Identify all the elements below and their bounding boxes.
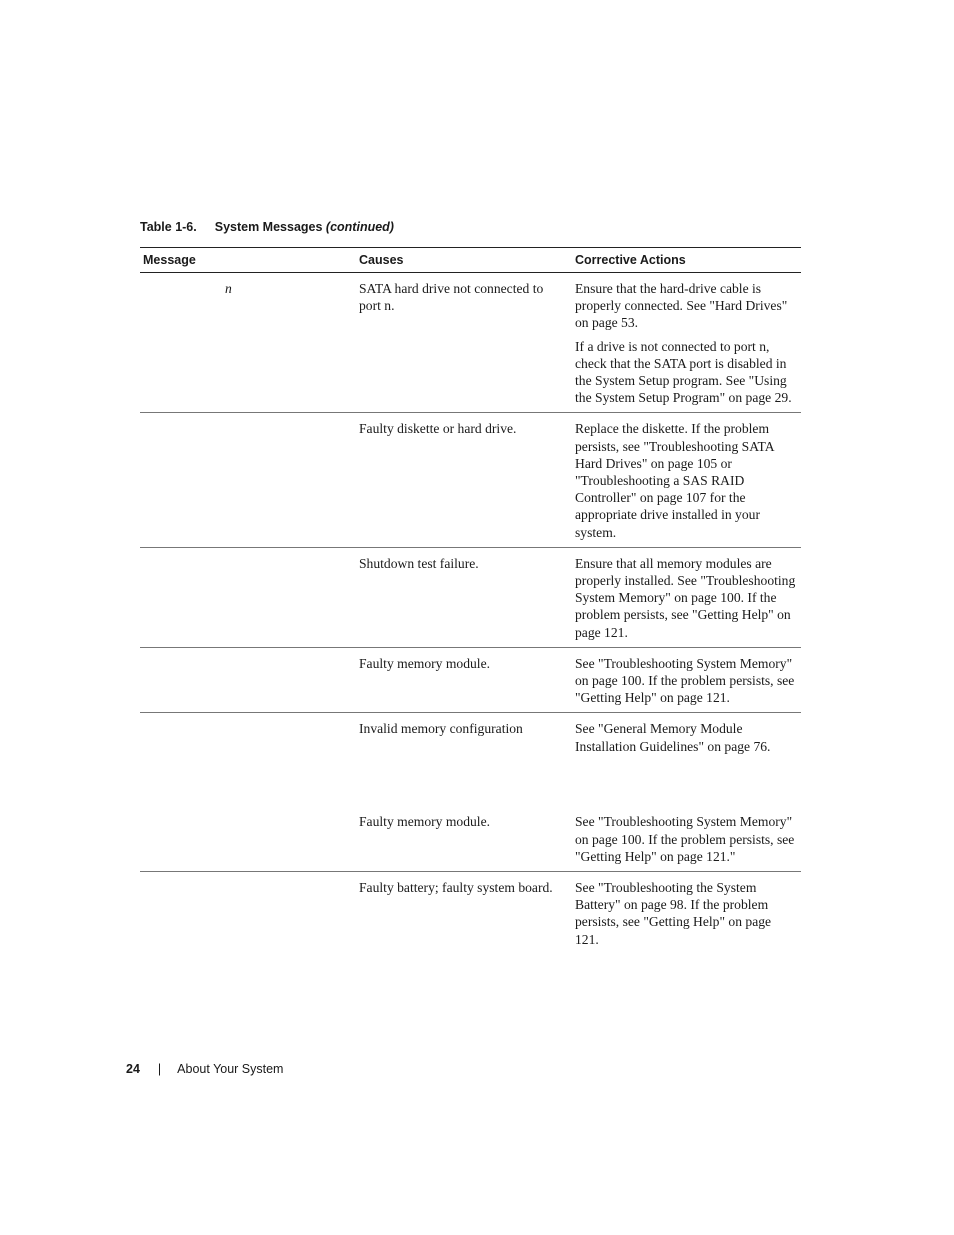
table-row [140,413,801,547]
message-cell [140,548,356,647]
table-row [140,273,801,413]
action-text: See "Troubleshooting the System Battery" on page 98. If the problem persists, see "Getting Help" on page 121. [575,880,772,947]
action-text: Ensure that the hard-drive cable is properly connected. See "Hard Drives" on page 53. [575,281,788,331]
header-message: Message [143,253,196,267]
message-cell [140,413,356,546]
page-number: 24 [126,1062,140,1076]
header-corrective-actions: Corrective Actions [575,253,686,267]
cause-cell: Faulty battery; faulty system board. [359,880,553,896]
system-messages-table [140,247,801,954]
message-cell [140,713,356,806]
cause-cell: SATA hard drive not connected to port n. [359,281,544,314]
table-header [140,248,801,273]
message-cell [140,648,356,713]
cause-cell: Shutdown test failure. [359,555,479,571]
action-cell [572,713,801,806]
action-text: See "General Memory Module Installation Guidelines" on page 76. [575,721,771,754]
footer-section-title: About Your System [177,1062,284,1076]
action-text: See "Troubleshooting System Memory" on page 100. If the problem persists, see "Getting Help" on page 121." [575,814,795,864]
message-cell [140,273,356,412]
table-row [140,713,801,806]
cause-cell: Invalid memory configuration [359,721,523,737]
action-cell [572,413,801,546]
action-text: See "Troubleshooting System Memory" on page 100. If the problem persists, see "Getting Help" on page 121. [575,655,795,706]
cause-cell: Faulty memory module. [359,814,491,830]
action-cell [572,273,801,412]
header-causes: Causes [359,253,404,267]
table-caption [140,220,394,234]
cause-cell: Faulty diskette or hard drive. [359,421,517,437]
footer-separator: | [157,1062,162,1076]
cause-cell: Faulty memory module. [359,655,491,671]
table-row [140,872,801,954]
action-text: Ensure that all memory modules are properly installed. See "Troubleshooting System Memory" on page 100. If the problem persists, see "Getting Help" on page 121. [575,555,796,640]
message-cell [140,806,356,871]
table-row [140,806,801,872]
message-port-variable: n [225,281,232,296]
message-cell [140,872,356,954]
table-continued: (continued) [325,220,394,234]
table-row [140,648,801,714]
page-footer [126,1062,283,1076]
table-row [140,548,801,648]
action-cell [572,806,801,871]
table-title: System Messages [214,220,323,234]
table-label: Table 1-6. [140,220,197,234]
action-cell [572,872,801,954]
action-cell [572,548,801,647]
action-text: Replace the diskette. If the problem persists, see "Troubleshooting SATA Hard Drives" on page 105 or "Troubleshooting a SAS RAID Controller" on page 107 for the appropriate drive installed in your system. [575,421,774,540]
action-cell [572,648,801,713]
action-text: If a drive is not connected to port n, check that the SATA port is disabled in the System Setup program. See "Using the System Setup Program" on page 29. [575,338,792,406]
